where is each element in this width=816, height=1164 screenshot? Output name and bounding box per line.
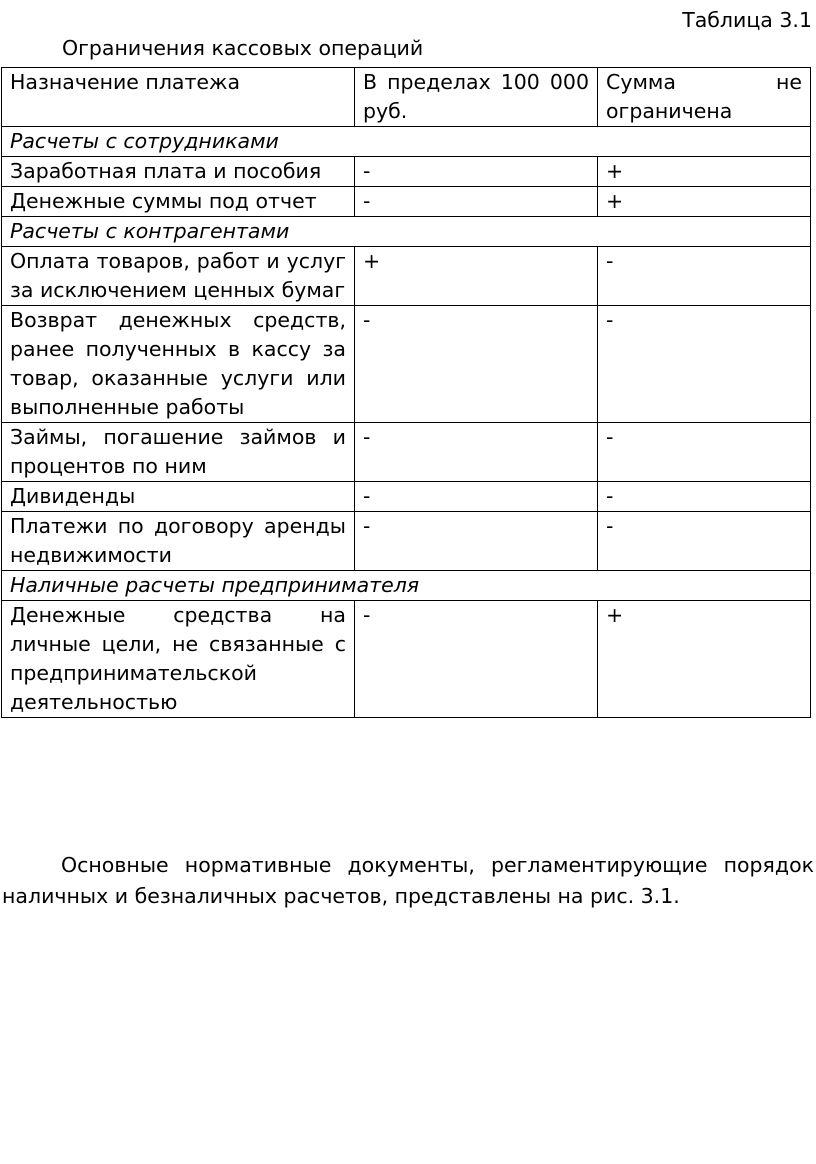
row-unlimited: - <box>598 482 811 512</box>
table-row <box>2 247 811 306</box>
row-purpose: Дивиденды <box>2 482 355 512</box>
row-purpose: Платежи по договору аренды недвижимости <box>2 512 355 571</box>
row-purpose: Возврат денежных средств, ранее полученных в кассу за товар, оказанные услуги или выполненные работы <box>2 306 355 423</box>
row-purpose: Займы, погашение займов и процентов по ним <box>2 423 355 482</box>
row-unlimited: - <box>598 247 811 306</box>
table-row <box>2 482 811 512</box>
table-row <box>2 157 811 187</box>
row-within-limit: - <box>355 187 598 217</box>
row-unlimited: + <box>598 601 811 718</box>
row-unlimited: + <box>598 157 811 187</box>
row-within-limit: - <box>355 157 598 187</box>
table-title: Ограничения кассовых операций <box>62 36 424 60</box>
section-counterparties: Расчеты с контрагентами <box>2 217 811 247</box>
row-unlimited: - <box>598 512 811 571</box>
section-row <box>2 571 811 601</box>
row-within-limit: - <box>355 306 598 423</box>
row-within-limit: + <box>355 247 598 306</box>
row-purpose: Денежные суммы под отчет <box>2 187 355 217</box>
table-header-row <box>2 68 811 127</box>
table-row <box>2 423 811 482</box>
header-unlimited: Сумма не ограничена <box>598 68 811 127</box>
body-paragraph: Основные нормативные документы, регламентирующие порядок наличных и безналичных расчетов, представлены на рис. 3.1. <box>2 852 814 908</box>
header-within-limit: В пределах 100 000 руб. <box>355 68 598 127</box>
row-within-limit: - <box>355 512 598 571</box>
table-row <box>2 306 811 423</box>
table-row <box>2 187 811 217</box>
section-row <box>2 127 811 157</box>
row-purpose: Оплата товаров, работ и услуг за исключением ценных бумаг <box>2 247 355 306</box>
row-purpose: Денежные средства на личные цели, не связанные с предпринимательской деятельностью <box>2 601 355 718</box>
header-purpose: Назначение платежа <box>2 68 355 127</box>
row-within-limit: - <box>355 423 598 482</box>
section-entrepreneur: Наличные расчеты предпринимателя <box>2 571 811 601</box>
table-row <box>2 512 811 571</box>
cash-limits-table <box>1 67 811 718</box>
table-number-label: Таблица 3.1 <box>682 8 812 32</box>
row-purpose: Заработная плата и пособия <box>2 157 355 187</box>
row-within-limit: - <box>355 601 598 718</box>
section-row <box>2 217 811 247</box>
row-within-limit: - <box>355 482 598 512</box>
table-row <box>2 601 811 718</box>
row-unlimited: - <box>598 423 811 482</box>
row-unlimited: - <box>598 306 811 423</box>
row-unlimited: + <box>598 187 811 217</box>
section-employees: Расчеты с сотрудниками <box>2 127 811 157</box>
